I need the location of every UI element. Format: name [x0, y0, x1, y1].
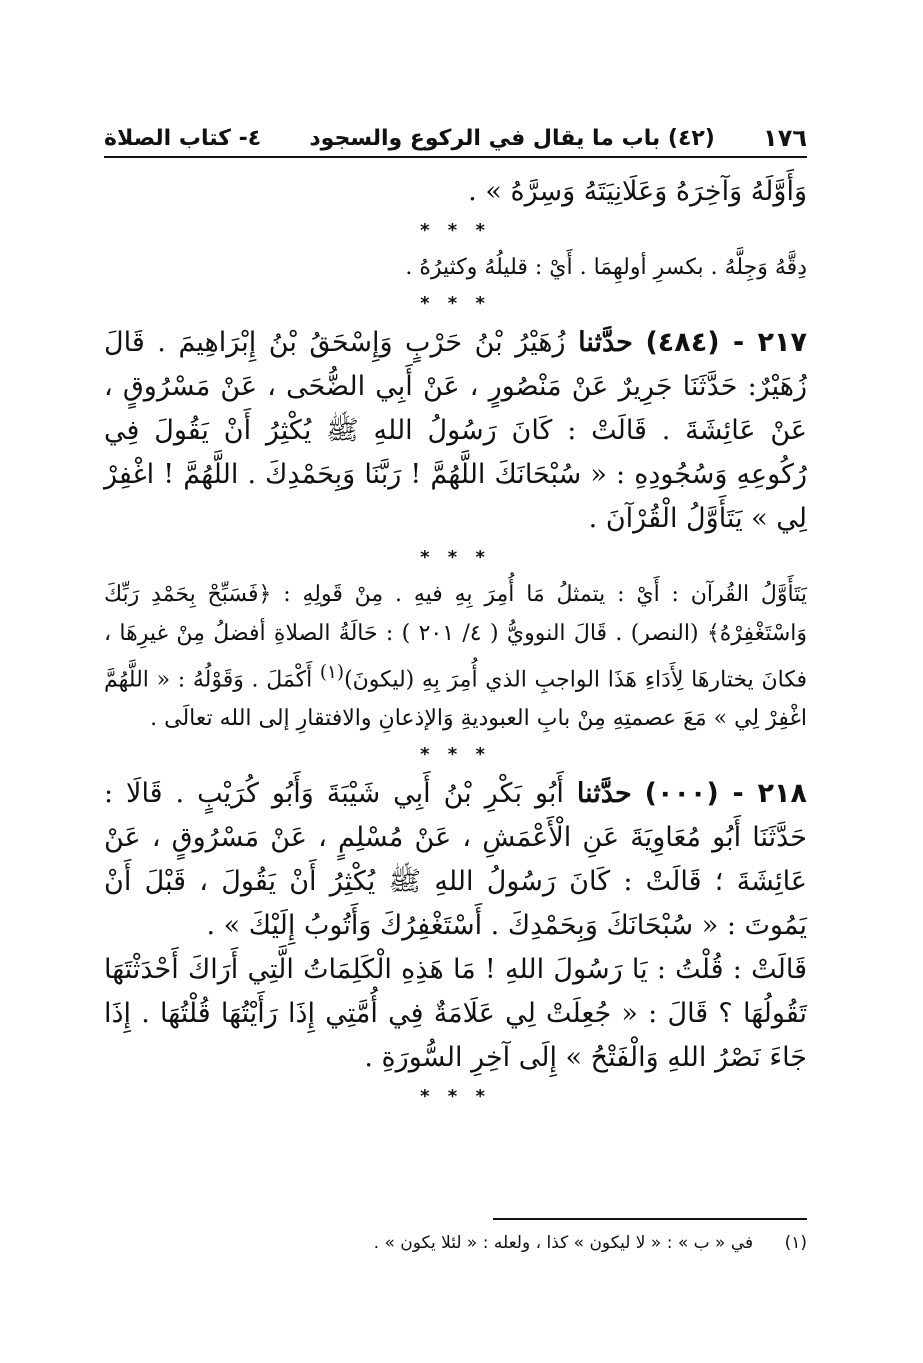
gloss-previous: دِقَّهُ وَجِلَّهُ . بكسرِ أولهِمَا . أَيْ : قليلُهُ وكثيرُهُ .: [405, 255, 807, 280]
footnote-text: في « ب » : « لا ليكون » كذا ، ولعله : « لئلا يكون » .: [373, 1233, 754, 1253]
separator-4: * * *: [420, 744, 491, 766]
separator-5: * * *: [420, 1086, 491, 1108]
running-header: [104, 118, 807, 158]
main-text: [104, 170, 807, 1114]
footnote-rule: [493, 1218, 807, 1220]
footnote-number: (١): [784, 1233, 807, 1253]
hadith-218-number: ٢١٨ - (٠٠٠): [644, 778, 807, 810]
hadith-217: [104, 321, 807, 541]
chapter-title: (٤٢) باب ما يقال في الركوع والسجود: [309, 125, 715, 151]
hadith-218-continued: قَالَتْ : قُلْتُ : يَا رَسُولَ اللهِ ! مَا هَذِهِ الْكَلِمَاتُ الَّتِي أَرَاكَ أَحْدَثْتَهَا تَقُولُهَا ؟ قَالَ : « جُعِلَتْ لِي عَلَامَةٌ فِي أُمَّتِي إِذَا رَأَيْتُهَا قُلْتُهَا . إِذَا جَاءَ نَصْرُ اللهِ وَالْفَتْحُ » إِلَى آخِرِ السُّورَةِ .: [104, 954, 807, 1074]
separator-2: * * *: [420, 293, 491, 314]
footnote: [104, 1228, 807, 1258]
hadith-217-haddathana: حدَّثنا: [578, 327, 633, 358]
gloss-217-after: أَكْمَلَ . وَقَوْلُهُ : « اللَّهُمَّ اغْفِرْ لِي » مَعَ عصمتِهِ مِنْ بابِ العبوديةِ وَالإذعانِ والافتقارِ إلى الله تعالَى .: [104, 667, 807, 732]
header-rule: [104, 156, 807, 158]
gloss-217-text: يَتَأَوَّلُ القُرآن : أَيْ : يتمثلُ مَا أُمِرَ بِهِ فيهِ . مِنْ قَولِهِ : ﴿فَسَبِّحْ بِحَمْدِ رَبِّكَ وَاسْتَغْفِرْهُ﴾ (النصر) . قَالَ النوويُّ ( ٤/ ٢٠١ ) : حَالَةُ الصلاةِ أفضلُ مِنْ غيرِهَا ، فكانَ يختارهَا لِأَدَاءِ هَذَا الواجبِ الذي أُمِرَ بِهِ (ليكونَ): [104, 582, 808, 693]
book-title: ٤- كتاب الصلاة: [104, 125, 262, 151]
footnote-ref: (١): [319, 662, 345, 683]
hadith-218: [104, 772, 807, 948]
page-number: ١٧٦: [763, 124, 807, 152]
hadith-217-number: ٢١٧ - (٤٨٤): [645, 327, 807, 358]
separator-1: * * *: [420, 220, 491, 241]
gloss-217: [104, 575, 807, 738]
separator-3: * * *: [420, 547, 491, 568]
hadith-217-text: زُهَيْرُ بْنُ حَرْبٍ وَإِسْحَقُ بْنُ إِبْرَاهِيمَ . قَالَ زُهَيْرٌ: حَدَّثَنَا جَرِيرٌ عَنْ مَنْصُورٍ ، عَنْ أَبِي الضُّحَى ، عَنْ مَسْرُوقٍ ، عَنْ عَائِشَةَ . قَالَتْ : كَانَ رَسُولُ اللهِ ﷺ يُكْثِرُ أَنْ يَقُولَ فِي رُكُوعِهِ وَسُجُودِهِ : « سُبْحَانَكَ اللَّهُمَّ ! رَبَّنَا وَبِحَمْدِكَ . اللَّهُمَّ ! اغْفِرْ لِي » يَتَأَوَّلُ الْقُرْآنَ .: [104, 327, 807, 534]
hadith-218-haddathana: حدَّثنا: [576, 778, 632, 810]
previous-hadith-ending: وَأَوَّلَهُ وَآخِرَهُ وَعَلَانِيَتَهُ وَسِرَّهُ » .: [468, 176, 807, 207]
hadith-218-text: أَبُو بَكْرِ بْنُ أَبِي شَيْبَةَ وَأَبُو كُرَيْبٍ . قَالَا : حَدَّثَنَا أَبُو مُعَاوِيَةَ عَنِ الْأَعْمَشِ ، عَنْ مُسْلِمٍ ، عَنْ مَسْرُوقٍ ، عَنْ عَائِشَةَ ؛ قَالَتْ : كَانَ رَسُولُ اللهِ ﷺ يُكْثِرُ أَنْ يَقُولَ ، قَبْلَ أَنْ يَمُوتَ : « سُبْحَانَكَ وَبِحَمْدِكَ . أَسْتَغْفِرُكَ وَأَتُوبُ إِلَيْكَ » .: [104, 778, 808, 942]
